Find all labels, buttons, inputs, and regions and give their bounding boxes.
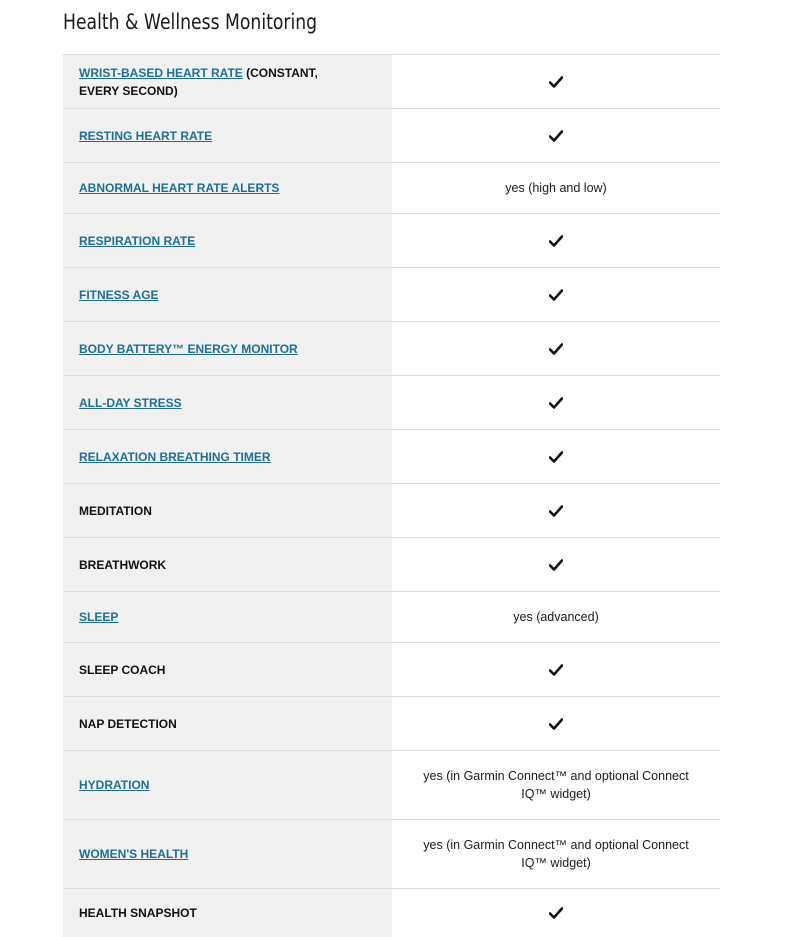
feature-value-cell bbox=[392, 751, 720, 820]
table-row bbox=[63, 697, 720, 751]
checkmark-icon bbox=[549, 559, 563, 571]
checkmark-icon bbox=[549, 130, 563, 142]
feature-value-cell bbox=[392, 643, 720, 697]
feature-link[interactable]: ABNORMAL HEART RATE ALERTS bbox=[79, 181, 280, 195]
feature-link[interactable]: SLEEP bbox=[79, 610, 119, 624]
feature-link[interactable]: RELAXATION BREATHING TIMER bbox=[79, 449, 271, 464]
feature-link[interactable]: FITNESS AGE bbox=[79, 287, 159, 302]
table-row bbox=[63, 322, 720, 376]
checkmark-icon bbox=[549, 76, 563, 88]
feature-label-cell bbox=[63, 214, 392, 268]
feature-label-cell bbox=[63, 751, 392, 820]
feature-value-cell bbox=[392, 268, 720, 322]
feature-label-cell bbox=[63, 643, 392, 697]
feature-link[interactable]: BODY BATTERY™ ENERGY MONITOR bbox=[79, 341, 298, 356]
checkmark-icon bbox=[549, 397, 563, 409]
feature-link[interactable]: WOMEN'S HEALTH bbox=[79, 847, 189, 861]
table-row bbox=[63, 163, 720, 214]
table-row bbox=[63, 376, 720, 430]
feature-link[interactable]: HYDRATION bbox=[79, 778, 150, 792]
feature-label-cell bbox=[63, 268, 392, 322]
feature-value: yes (high and low) bbox=[505, 181, 607, 195]
feature-value-cell bbox=[392, 109, 720, 163]
table-row bbox=[63, 820, 720, 889]
table-row bbox=[63, 109, 720, 163]
feature-value-cell bbox=[392, 889, 720, 937]
feature-link[interactable]: RESTING HEART RATE bbox=[79, 128, 213, 143]
feature-value-cell bbox=[392, 538, 720, 592]
feature-label: SLEEP COACH bbox=[79, 662, 166, 677]
checkmark-icon bbox=[549, 343, 563, 355]
feature-label-cell bbox=[63, 820, 392, 889]
feature-label-cell bbox=[63, 430, 392, 484]
table-row bbox=[63, 643, 720, 697]
table-row bbox=[63, 484, 720, 538]
feature-label-cell bbox=[63, 484, 392, 538]
feature-label-cell bbox=[63, 376, 392, 430]
feature-label-cell bbox=[63, 889, 392, 937]
feature-label-cell bbox=[63, 55, 392, 109]
table-row bbox=[63, 538, 720, 592]
feature-label-cell bbox=[63, 592, 392, 643]
feature-link[interactable]: RESPIRATION RATE bbox=[79, 233, 196, 248]
feature-value-cell bbox=[392, 820, 720, 889]
feature-value-cell bbox=[392, 484, 720, 538]
spec-table bbox=[63, 54, 720, 937]
feature-label: NAP DETECTION bbox=[79, 716, 177, 731]
feature-label-cell bbox=[63, 109, 392, 163]
feature-value-cell bbox=[392, 430, 720, 484]
feature-value: yes (advanced) bbox=[513, 610, 599, 624]
feature-value: yes (in Garmin Connect™ and optional Connect IQ™ widget) bbox=[423, 769, 689, 801]
checkmark-icon bbox=[549, 718, 563, 730]
checkmark-icon bbox=[549, 235, 563, 247]
table-row bbox=[63, 268, 720, 322]
checkmark-icon bbox=[549, 451, 563, 463]
section-title: Health & Wellness Monitoring bbox=[63, 10, 318, 34]
feature-label-cell bbox=[63, 697, 392, 751]
feature-value: yes (in Garmin Connect™ and optional Connect IQ™ widget) bbox=[423, 838, 689, 870]
feature-label-cell bbox=[63, 538, 392, 592]
feature-value-cell bbox=[392, 55, 720, 109]
feature-label-suffix: (CONSTANT, EVERY SECOND) bbox=[79, 65, 318, 98]
checkmark-icon bbox=[549, 907, 563, 919]
checkmark-icon bbox=[549, 664, 563, 676]
table-row bbox=[63, 430, 720, 484]
checkmark-icon bbox=[549, 505, 563, 517]
feature-value-cell bbox=[392, 163, 720, 214]
table-row bbox=[63, 751, 720, 820]
table-row bbox=[63, 55, 720, 109]
feature-value-cell bbox=[392, 214, 720, 268]
feature-label: HEALTH SNAPSHOT bbox=[79, 905, 197, 920]
feature-label-cell bbox=[63, 322, 392, 376]
checkmark-icon bbox=[549, 289, 563, 301]
feature-value-cell bbox=[392, 697, 720, 751]
feature-label: BREATHWORK bbox=[79, 557, 167, 572]
table-row bbox=[63, 889, 720, 937]
feature-value-cell bbox=[392, 376, 720, 430]
spec-table-body bbox=[63, 55, 720, 937]
feature-value-cell bbox=[392, 592, 720, 643]
table-row bbox=[63, 214, 720, 268]
feature-label: MEDITATION bbox=[79, 503, 152, 518]
feature-link[interactable]: ALL-DAY STRESS bbox=[79, 395, 182, 410]
feature-label-cell bbox=[63, 163, 392, 214]
feature-value-cell bbox=[392, 322, 720, 376]
feature-link[interactable]: WRIST-BASED HEART RATE bbox=[79, 65, 243, 80]
table-row bbox=[63, 592, 720, 643]
